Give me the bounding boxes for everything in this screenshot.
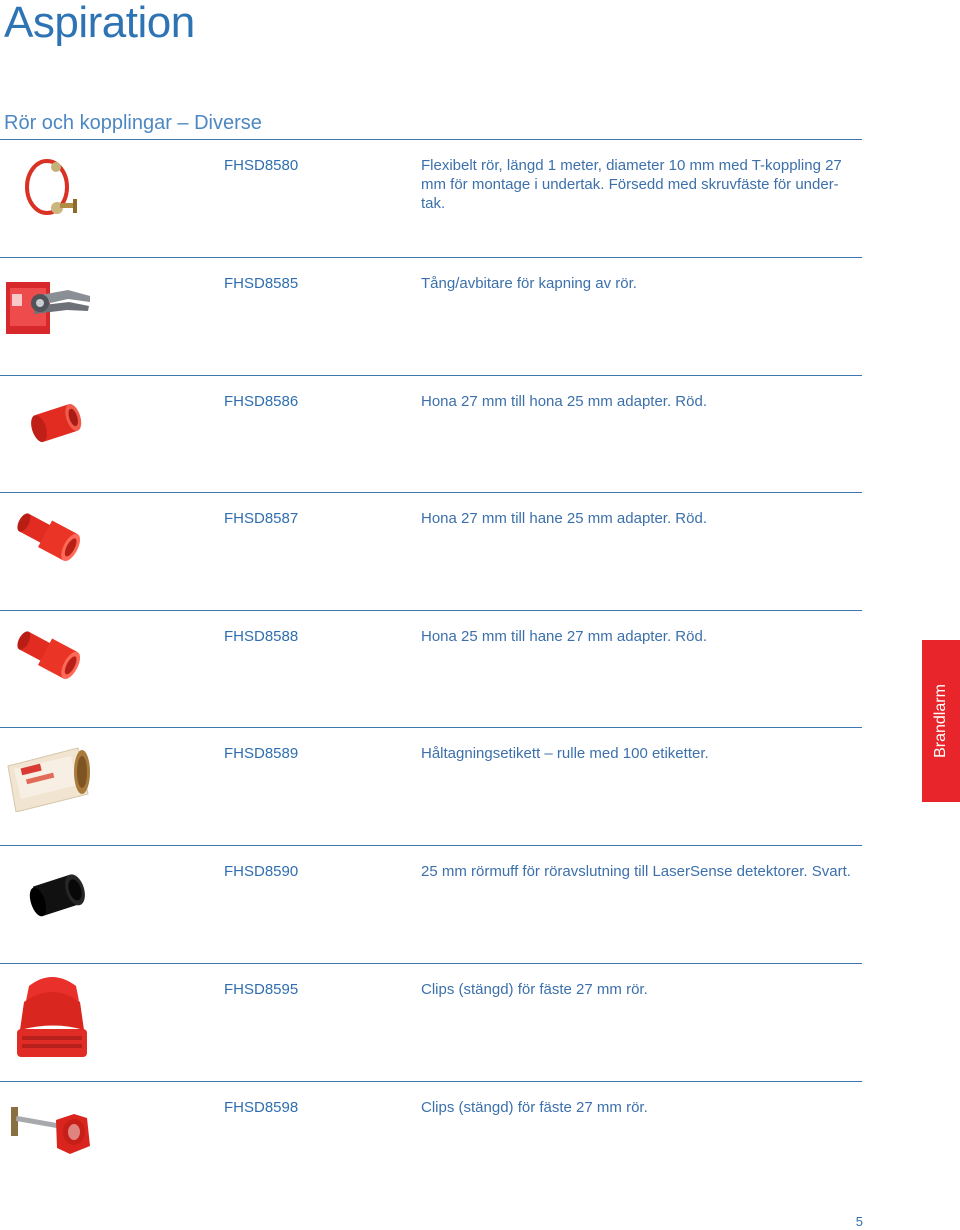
list-item [0,846,862,964]
list-item [0,258,862,376]
product-description: Hona 25 mm till hane 27 mm adapter. Röd. [421,628,707,645]
product-code: FHSD8588 [224,628,299,645]
product-description: Hona 27 mm till hane 25 mm adapter. Röd. [421,510,707,527]
product-code: FHSD8587 [224,510,299,527]
product-description: Flexibelt rör, längd 1 meter, diameter 10 mm med T-koppling 27 mm för montage i undertak. Försedd med skruvfäste för under-tak. [421,157,842,212]
list-item [0,493,862,611]
product-code: FHSD8585 [224,275,299,292]
flexible-tube-image [4,150,100,224]
red-pipe-clip-image [4,974,100,1066]
list-item [0,1082,862,1200]
red-reducer-adapter-image [4,621,100,695]
product-description: Tång/avbitare för kapning av rör. [421,275,637,292]
product-code: FHSD8598 [224,1099,299,1116]
list-item [0,964,862,1082]
list-item [0,140,862,258]
product-code: FHSD8580 [224,157,299,174]
product-description: Håltagningsetikett – rulle med 100 etiketter. [421,745,709,762]
product-code: FHSD8589 [224,745,299,762]
product-code: FHSD8595 [224,981,299,998]
product-description: 25 mm rörmuff för röravslutning till LaserSense detektorer. Svart. [421,863,851,880]
page-number: 5 [855,1214,863,1229]
product-description: Hona 27 mm till hona 25 mm adapter. Röd. [421,393,707,410]
category-side-tab-label: Brandlarm [932,684,949,758]
product-description: Clips (stängd) för fäste 27 mm rör. [421,1099,648,1116]
product-code: FHSD8586 [224,393,299,410]
page-title: Aspiration [4,0,195,47]
red-adapter-image [4,386,100,460]
product-description: Clips (stängd) för fäste 27 mm rör. [421,981,648,998]
red-pipe-clip-with-mount-image [4,1092,100,1166]
category-side-tab [922,640,960,802]
product-code: FHSD8590 [224,863,299,880]
list-item [0,376,862,494]
red-reducer-adapter-image [4,503,100,577]
list-item [0,611,862,729]
label-roll-image [4,738,100,812]
section-title: Rör och kopplingar – Diverse [4,112,262,134]
black-pipe-sleeve-image [4,856,100,930]
pipe-cutter-image [4,268,100,342]
list-item [0,728,862,846]
